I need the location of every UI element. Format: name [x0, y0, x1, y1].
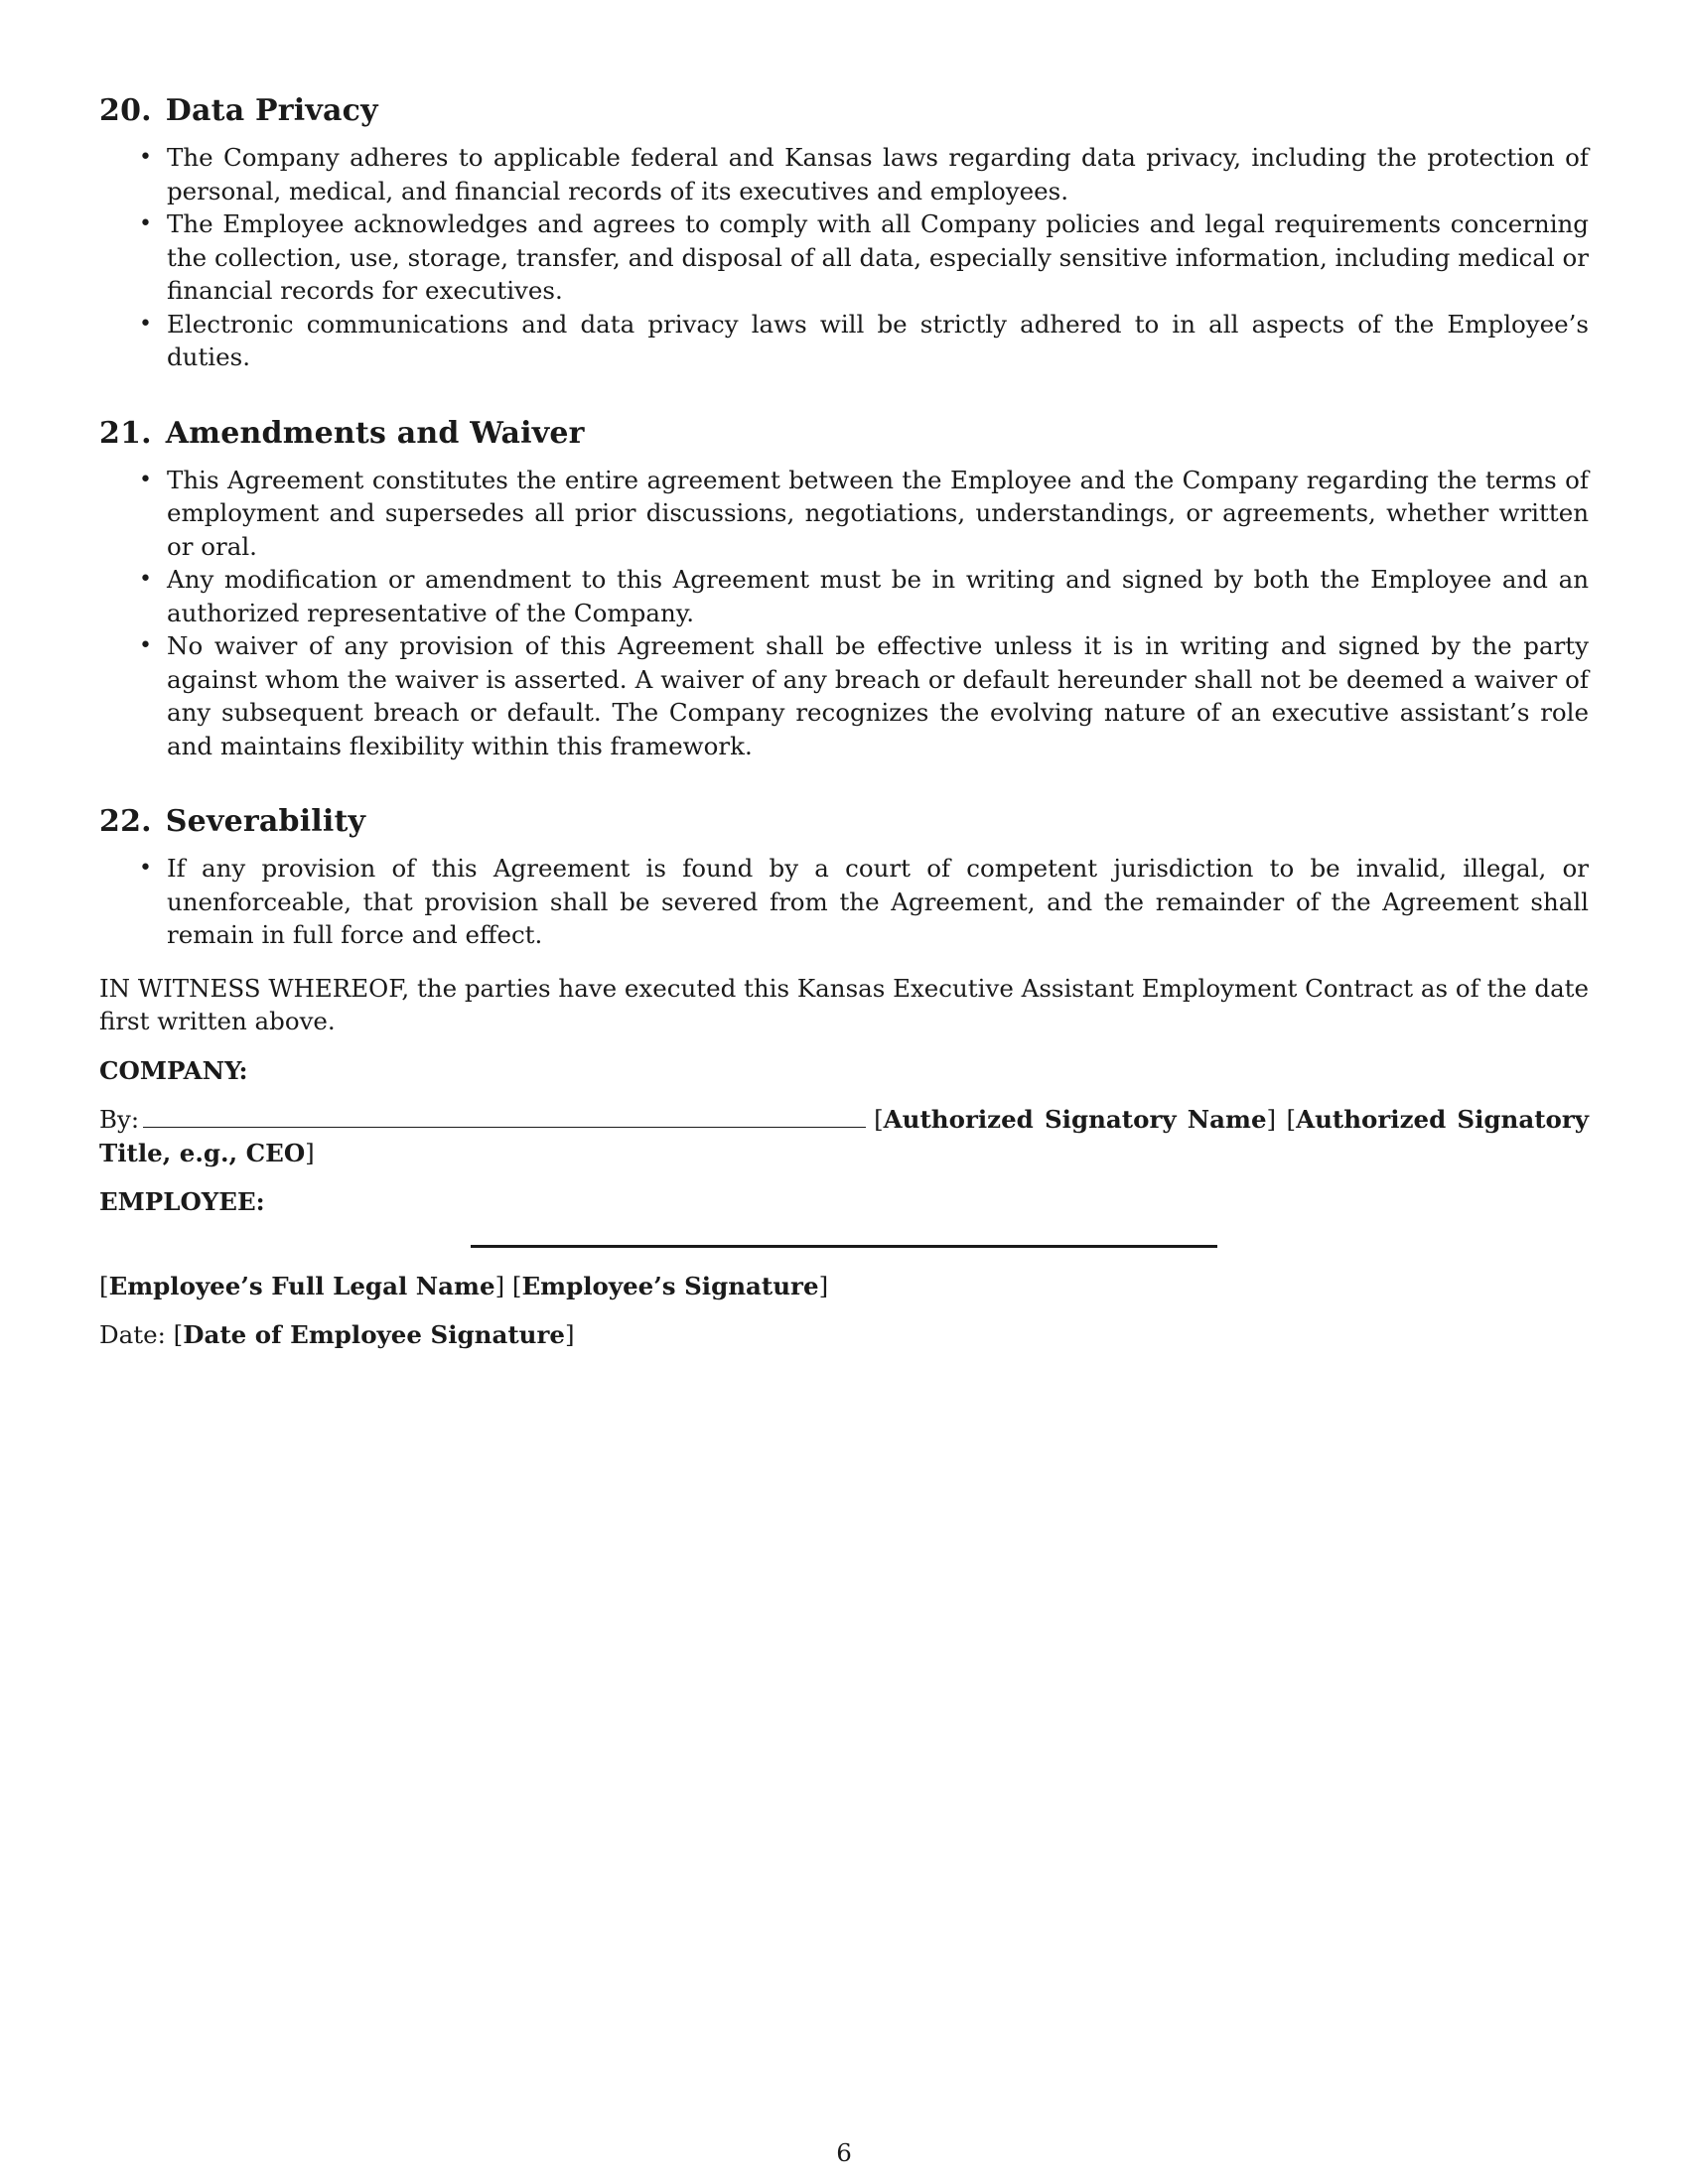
- section-title: Severability: [165, 804, 366, 839]
- employee-label: EMPLOYEE:: [99, 1187, 265, 1216]
- section-severability: [99, 802, 1589, 952]
- employee-date-line: Date: [Date of Employee Signature]: [99, 1320, 575, 1349]
- signatory-title: Authorized Signatory Title, e.g., CEO: [99, 1105, 1589, 1167]
- company-label: COMPANY:: [99, 1055, 248, 1085]
- company-signature-line: By: [Authorized Signatory Name] [Authorized Signatory Title, e.g., CEO]: [99, 1105, 1589, 1167]
- bullet-list: [99, 464, 1589, 763]
- section-heading: [99, 802, 1589, 842]
- company-signature-blank: [143, 1103, 866, 1128]
- date-label: Date:: [99, 1320, 166, 1349]
- list-item: • Electronic communications and data privacy laws will be strictly adhered to in all aspects of the Employee’s duties.: [99, 308, 1589, 374]
- section-data-privacy: [99, 91, 1589, 374]
- list-item: • If any provision of this Agreement is found by a court of competent jurisdiction to be invalid, illegal, or unenforceable, that provision shall be severed from the Agreement, and the remainder of the Agreement shall remain in full force and effect.: [99, 852, 1589, 952]
- witness-clause: IN WITNESS WHEREOF, the parties have executed this Kansas Executive Assistant Employment Contract as of the date first written above.: [99, 973, 1590, 1035]
- section-heading: [99, 91, 1589, 131]
- list-item: • The Company adheres to applicable federal and Kansas laws regarding data privacy, including the protection of personal, medical, and financial records of its executives and employees.: [99, 141, 1589, 207]
- employee-name-line: [Employee’s Full Legal Name] [Employee’s Signature]: [99, 1271, 829, 1300]
- employee-signature-rule: [471, 1245, 1217, 1248]
- section-title: Amendments and Waiver: [165, 415, 585, 451]
- employee-full-name: Employee’s Full Legal Name: [108, 1271, 495, 1300]
- bullet-list: [99, 141, 1589, 374]
- employee-date-value: Date of Employee Signature: [183, 1320, 565, 1349]
- page-number: 6: [836, 2138, 852, 2167]
- list-item: • Any modification or amendment to this Agreement must be in writing and signed by both the Employee and an authorized representative of the Company.: [99, 563, 1589, 629]
- employee-signature: Employee’s Signature: [521, 1271, 819, 1300]
- document-page: [99, 91, 1589, 1368]
- list-item: • This Agreement constitutes the entire agreement between the Employee and the Company regarding the terms of employment and supersedes all prior discussions, negotiations, understandings, or agreements, whether written or oral.: [99, 464, 1589, 564]
- list-item: • The Employee acknowledges and agrees to comply with all Company policies and legal requirements concerning the collection, use, storage, transfer, and disposal of all data, especially sensitive information, including medical or financial records for executives.: [99, 207, 1589, 308]
- list-item: • No waiver of any provision of this Agreement shall be effective unless it is in writing and signed by the party against whom the waiver is asserted. A waiver of any breach or default hereunder shall not be deemed a waiver of any subsequent breach or default. The Company recognizes the evolving nature of an executive assistant’s role and maintains flexibility within this framework.: [99, 629, 1589, 762]
- section-number: 20.: [99, 93, 152, 128]
- section-amendments-waiver: [99, 414, 1589, 763]
- signatory-name: Authorized Signatory Name: [883, 1105, 1267, 1134]
- by-label: By:: [99, 1105, 140, 1134]
- bullet-list: [99, 852, 1589, 952]
- section-number: 21.: [99, 415, 152, 451]
- section-number: 22.: [99, 804, 152, 839]
- section-heading: [99, 414, 1589, 454]
- section-title: Data Privacy: [165, 93, 378, 128]
